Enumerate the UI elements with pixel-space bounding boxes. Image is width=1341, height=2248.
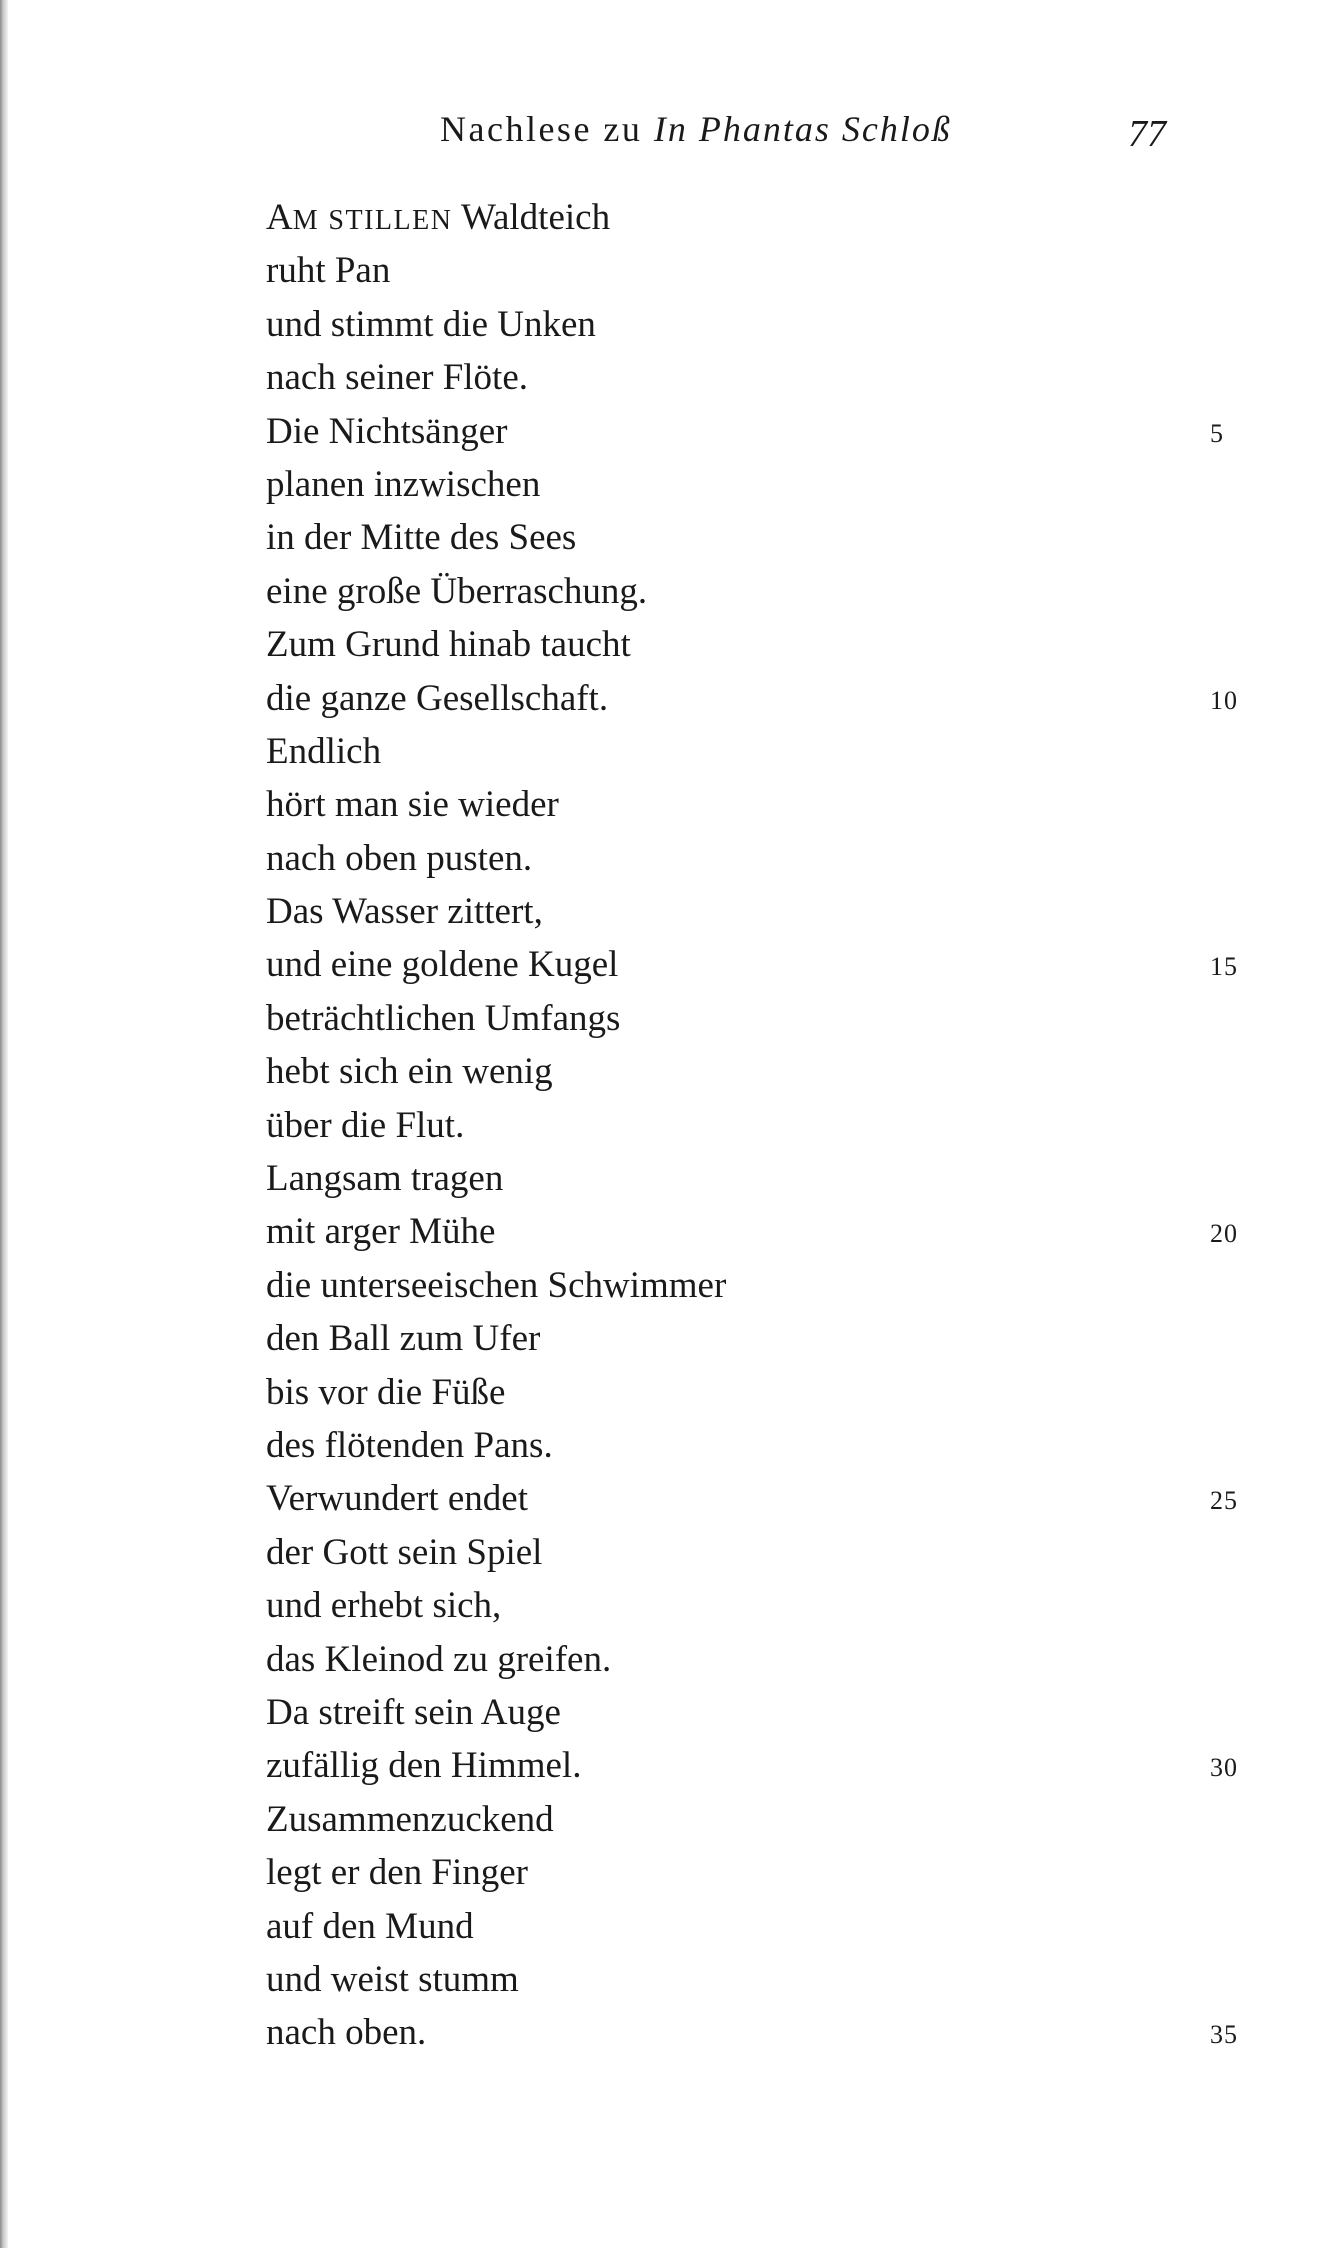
poem-line [266, 618, 1266, 671]
poem-line [266, 191, 1266, 244]
poem-line [266, 672, 1266, 725]
poem-line-text: Das Wasser zittert, [266, 891, 543, 933]
poem-line-text: nach oben. [266, 2012, 427, 2054]
line-number: 5 [1210, 418, 1224, 448]
poem-line [266, 725, 1266, 778]
poem-line-text: nach seiner Flöte. [266, 357, 528, 399]
poem-line-text: die ganze Gesellschaft. [266, 677, 609, 719]
poem-line-text: beträchtlichen Umfangs [266, 997, 621, 1039]
poem-line [266, 1900, 1266, 1953]
poem-line-text: die unterseeischen Schwimmer [266, 1264, 727, 1306]
page-edge-shadow [0, 0, 8, 2248]
poem-line-text: den Ball zum Ufer [266, 1318, 541, 1360]
poem-line [266, 511, 1266, 564]
poem-line [266, 1793, 1266, 1846]
poem-line [266, 885, 1266, 938]
poem-line [266, 298, 1266, 351]
page-number: 77 [1128, 113, 1166, 155]
poem-line [266, 1259, 1266, 1312]
poem-line-text: des flötenden Pans. [266, 1424, 553, 1466]
poem-line [266, 832, 1266, 885]
poem-line [266, 351, 1266, 404]
small-caps-word: STILLEN [328, 205, 453, 236]
line-number: 15 [1210, 952, 1238, 982]
poem-line [266, 2006, 1266, 2059]
poem-line-text: Verwundert endet [266, 1478, 528, 1520]
poem-line [266, 1686, 1266, 1739]
poem-line [266, 778, 1266, 831]
line-number: 10 [1210, 685, 1238, 715]
poem-line [266, 565, 1266, 618]
poem-line-text: in der Mitte des Sees [266, 517, 577, 559]
poem-line [266, 1152, 1266, 1205]
line-number: 35 [1210, 2020, 1238, 2050]
poem-line-text: Endlich [266, 730, 382, 772]
poem-line-text: Langsam tragen [266, 1158, 504, 1200]
poem-body [266, 191, 1266, 2060]
poem-line [266, 1953, 1266, 2006]
line-number: 20 [1210, 1219, 1238, 1249]
poem-line-text [266, 191, 610, 247]
poem-line-text: über die Flut. [266, 1104, 465, 1146]
poem-line-text: planen inzwischen [266, 463, 541, 505]
poem-line-text: hört man sie wieder [266, 784, 559, 826]
poem-line-text: zufällig den Himmel. [266, 1745, 582, 1787]
poem-line [266, 1739, 1266, 1792]
poem-line-text: und stimmt die Unken [266, 303, 596, 345]
initial-letter: A [266, 197, 293, 238]
poem-line [266, 1579, 1266, 1632]
poem-line-text: und eine goldene Kugel [266, 944, 619, 986]
small-caps-rest: M [292, 205, 320, 236]
poem-line-text: nach oben pusten. [266, 837, 533, 879]
poem-line-text: das Kleinod zu greifen. [266, 1638, 612, 1680]
poem-line [266, 1846, 1266, 1899]
poem-line [266, 1526, 1266, 1579]
poem-line-text: auf den Mund [266, 1905, 474, 1947]
poem-line [266, 1419, 1266, 1472]
poem-line [266, 244, 1266, 297]
line-number: 30 [1210, 1753, 1238, 1783]
running-head [440, 108, 952, 150]
poem-line [266, 1045, 1266, 1098]
poem-line [266, 1312, 1266, 1365]
poem-line-text: bis vor die Füße [266, 1371, 506, 1413]
poem-line-text: hebt sich ein wenig [266, 1051, 553, 1093]
line-number: 25 [1210, 1486, 1238, 1516]
poem-line-text: mit arger Mühe [266, 1211, 496, 1253]
poem-line [266, 1205, 1266, 1258]
poem-line [266, 1472, 1266, 1525]
poem-line-text: eine große Überraschung. [266, 570, 648, 612]
poem-line [266, 1099, 1266, 1152]
running-head-italic: In Phantas Schloß [653, 109, 952, 149]
poem-line-text: Da streift sein Auge [266, 1691, 561, 1733]
poem-line-text: und weist stumm [266, 1958, 519, 2000]
poem-line-text: und erhebt sich, [266, 1585, 502, 1627]
poem-line-text: ruht Pan [266, 250, 391, 292]
poem-line-text: legt er den Finger [266, 1852, 528, 1894]
poem-line-text: der Gott sein Spiel [266, 1531, 543, 1573]
poem-line-text: Zum Grund hinab taucht [266, 624, 631, 666]
line-rest: Waldteich [452, 197, 611, 238]
poem-line-text: Zusammenzuckend [266, 1798, 554, 1840]
poem-line [266, 405, 1266, 458]
poem-line [266, 1633, 1266, 1686]
poem-line [266, 458, 1266, 511]
poem-line [266, 992, 1266, 1045]
poem-line-text: Die Nichtsänger [266, 410, 508, 452]
running-head-roman: Nachlese zu [440, 109, 643, 149]
poem-line [266, 938, 1266, 991]
poem-line [266, 1366, 1266, 1419]
